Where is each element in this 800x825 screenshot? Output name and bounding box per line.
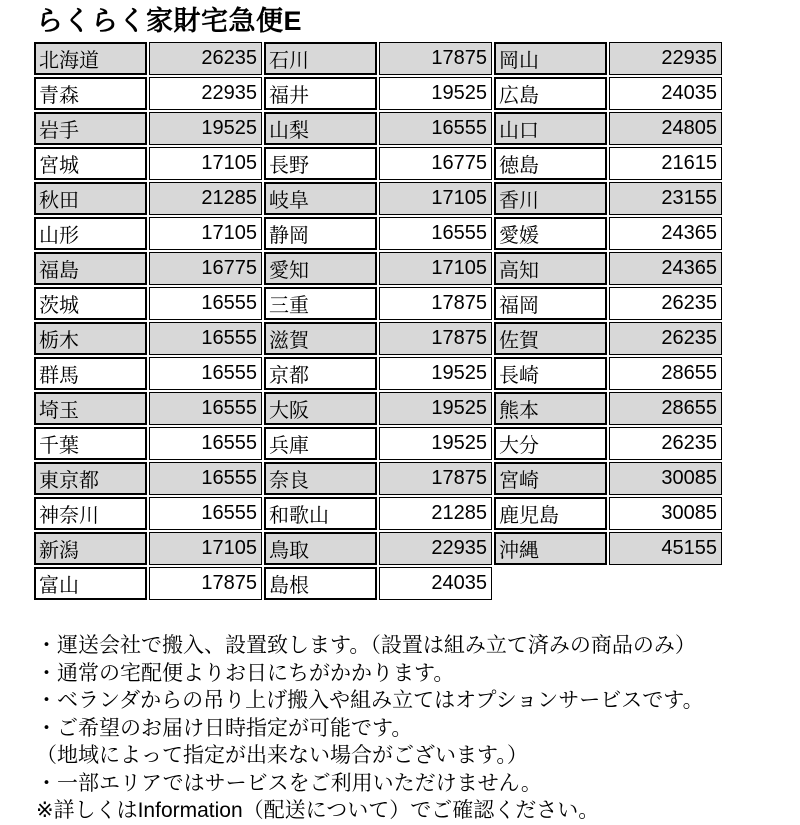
table-row — [34, 77, 722, 110]
price-cell: 16555 — [379, 112, 492, 145]
prefecture-name-cell: 山口 — [494, 112, 607, 145]
table-row — [34, 427, 722, 460]
price-cell: 17105 — [379, 182, 492, 215]
table-row — [34, 42, 722, 75]
table-row — [34, 287, 722, 320]
price-cell: 45155 — [609, 532, 722, 565]
table-row — [34, 357, 722, 390]
prefecture-name-cell: 福島 — [34, 252, 147, 285]
prefecture-name-cell: 栃木 — [34, 322, 147, 355]
prefecture-name-cell: 鹿児島 — [494, 497, 607, 530]
price-cell: 28655 — [609, 392, 722, 425]
prefecture-name-cell: 富山 — [34, 567, 147, 600]
prefecture-name-cell: 北海道 — [34, 42, 147, 75]
prefecture-name-cell: 岩手 — [34, 112, 147, 145]
prefecture-name-cell: 高知 — [494, 252, 607, 285]
prefecture-name-cell: 静岡 — [264, 217, 377, 250]
price-cell: 16775 — [379, 147, 492, 180]
prefecture-name-cell: 島根 — [264, 567, 377, 600]
price-cell: 17105 — [149, 147, 262, 180]
prefecture-name-cell: 滋賀 — [264, 322, 377, 355]
price-cell: 16555 — [149, 462, 262, 495]
prefecture-name-cell: 京都 — [264, 357, 377, 390]
price-cell: 24805 — [609, 112, 722, 145]
table-row — [34, 217, 722, 250]
price-cell: 24035 — [609, 77, 722, 110]
price-cell: 17875 — [379, 462, 492, 495]
price-cell: 26235 — [609, 427, 722, 460]
price-cell: 17105 — [149, 532, 262, 565]
price-cell: 16775 — [149, 252, 262, 285]
prefecture-name-cell: 岐阜 — [264, 182, 377, 215]
prefecture-name-cell: 秋田 — [34, 182, 147, 215]
table-row — [34, 252, 722, 285]
prefecture-name-cell: 岡山 — [494, 42, 607, 75]
prefecture-name-cell: 東京都 — [34, 462, 147, 495]
price-cell: 26235 — [609, 322, 722, 355]
price-cell: 30085 — [609, 497, 722, 530]
price-cell: 17875 — [379, 42, 492, 75]
prefecture-name-cell: 神奈川 — [34, 497, 147, 530]
prefecture-name-cell: 群馬 — [34, 357, 147, 390]
prefecture-name-cell: 大分 — [494, 427, 607, 460]
prefecture-name-cell: 広島 — [494, 77, 607, 110]
price-cell: 19525 — [379, 77, 492, 110]
prefecture-name-cell: 長野 — [264, 147, 377, 180]
prefecture-name-cell: 和歌山 — [264, 497, 377, 530]
prefecture-name-cell: 兵庫 — [264, 427, 377, 460]
prefecture-name-cell: 大阪 — [264, 392, 377, 425]
prefecture-name-cell: 山形 — [34, 217, 147, 250]
page-title: らくらく家財宅急便E — [36, 6, 303, 36]
price-cell: 22935 — [149, 77, 262, 110]
prefecture-name-cell: 宮城 — [34, 147, 147, 180]
price-cell: 17875 — [379, 287, 492, 320]
prefecture-name-cell: 長崎 — [494, 357, 607, 390]
price-cell: 24365 — [609, 217, 722, 250]
prefecture-name-cell: 青森 — [34, 77, 147, 110]
price-cell: 16555 — [149, 322, 262, 355]
table-row — [34, 532, 722, 565]
price-cell: 24035 — [379, 567, 492, 600]
price-cell: 21615 — [609, 147, 722, 180]
prefecture-name-cell: 埼玉 — [34, 392, 147, 425]
price-cell: 16555 — [149, 392, 262, 425]
prefecture-name-cell: 新潟 — [34, 532, 147, 565]
price-cell: 23155 — [609, 182, 722, 215]
prefecture-name-cell: 愛知 — [264, 252, 377, 285]
table-row — [34, 182, 722, 215]
note-line: ・通常の宅配便よりお日にちがかかります。 — [36, 661, 455, 685]
price-cell: 16555 — [149, 497, 262, 530]
price-cell: 28655 — [609, 357, 722, 390]
table-row — [34, 322, 722, 355]
prefecture-name-cell: 石川 — [264, 42, 377, 75]
price-cell: 16555 — [149, 287, 262, 320]
price-cell: 17875 — [149, 567, 262, 600]
price-cell: 21285 — [149, 182, 262, 215]
prefecture-name-cell: 徳島 — [494, 147, 607, 180]
note-line: ・一部エリアではサービスをご利用いただけません。 — [36, 771, 542, 795]
prefecture-name-cell: 福岡 — [494, 287, 607, 320]
prefecture-name-cell: 愛媛 — [494, 217, 607, 250]
prefecture-name-cell: 沖縄 — [494, 532, 607, 565]
note-line: ※詳しくはInformation（配送について）でご確認ください。 — [36, 799, 600, 822]
price-cell: 22935 — [379, 532, 492, 565]
price-cell: 26235 — [609, 287, 722, 320]
price-cell: 19525 — [149, 112, 262, 145]
prefecture-name-cell: 鳥取 — [264, 532, 377, 565]
prefecture-name-cell: 千葉 — [34, 427, 147, 460]
table-row — [34, 567, 722, 600]
shipping-fare-table — [32, 40, 724, 602]
prefecture-name-cell: 熊本 — [494, 392, 607, 425]
prefecture-name-cell: 三重 — [264, 287, 377, 320]
price-cell: 16555 — [149, 357, 262, 390]
price-cell: 16555 — [149, 427, 262, 460]
table-row — [34, 112, 722, 145]
table-row — [34, 392, 722, 425]
note-line: ・ご希望のお届け日時指定が可能です。 — [36, 716, 413, 740]
table-row — [34, 147, 722, 180]
table-row — [34, 497, 722, 530]
price-cell: 19525 — [379, 357, 492, 390]
note-line: ・ベランダからの吊り上げ搬入や組み立てはオプションサービスです。 — [36, 689, 704, 712]
price-cell: 22935 — [609, 42, 722, 75]
prefecture-name-cell: 宮崎 — [494, 462, 607, 495]
price-cell: 30085 — [609, 462, 722, 495]
note-line: （地域によって指定が出来ない場合がございます。） — [36, 744, 528, 767]
price-cell: 17875 — [379, 322, 492, 355]
price-cell: 21285 — [379, 497, 492, 530]
table-row — [34, 462, 722, 495]
price-cell: 24365 — [609, 252, 722, 285]
price-cell: 19525 — [379, 427, 492, 460]
prefecture-name-cell: 佐賀 — [494, 322, 607, 355]
fare-table-body — [34, 42, 722, 600]
price-cell: 19525 — [379, 392, 492, 425]
price-cell: 16555 — [379, 217, 492, 250]
prefecture-name-cell: 福井 — [264, 77, 377, 110]
prefecture-name-cell: 香川 — [494, 182, 607, 215]
notes — [36, 632, 800, 825]
prefecture-name-cell: 山梨 — [264, 112, 377, 145]
note-line: ・運送会社で搬入、設置致します。（設置は組み立て済みの商品のみ） — [36, 634, 696, 657]
prefecture-name-cell: 奈良 — [264, 462, 377, 495]
prefecture-name-cell: 茨城 — [34, 287, 147, 320]
price-cell: 17105 — [379, 252, 492, 285]
price-cell: 17105 — [149, 217, 262, 250]
price-cell: 26235 — [149, 42, 262, 75]
